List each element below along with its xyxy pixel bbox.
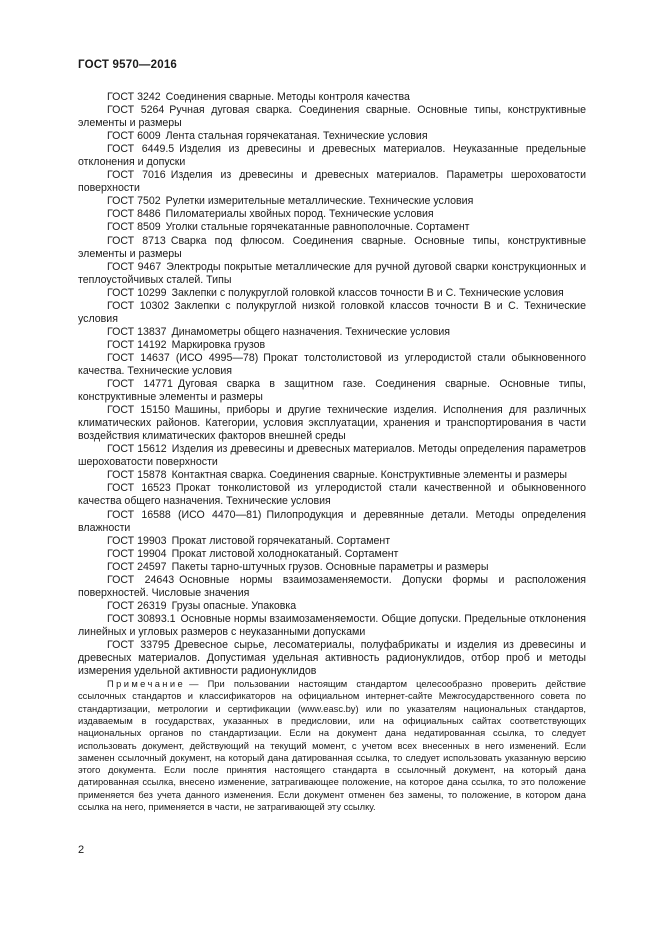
reference-title: Заклепки с полукруглой низкой головкой классов точности В и С. Технические условия <box>78 299 586 325</box>
page-number: 2 <box>78 844 85 856</box>
note-paragraph <box>78 678 586 813</box>
reference-code: ГОСТ 14637 (ИСО 4995—78) <box>107 351 259 364</box>
reference-item <box>78 574 586 600</box>
reference-code: ГОСТ 10302 <box>107 299 170 312</box>
reference-item <box>78 130 586 143</box>
reference-item <box>78 535 586 548</box>
reference-item <box>78 195 586 208</box>
reference-title: Пакеты тарно-штучных грузов. Основные параметры и размеры <box>171 560 489 573</box>
reference-item <box>78 261 586 287</box>
reference-item <box>78 221 586 234</box>
reference-title: Соединения сварные. Методы контроля качества <box>165 91 410 103</box>
reference-title: Изделия из древесины и древесных материалов. Неуказанные предельные отклонения и допуски <box>78 143 586 169</box>
reference-code: ГОСТ 15150 <box>107 404 170 417</box>
reference-code: ГОСТ 14192 <box>107 338 167 351</box>
reference-code: ГОСТ 16523 <box>107 482 171 495</box>
reference-item <box>78 339 586 352</box>
reference-code: ГОСТ 13837 <box>107 325 167 338</box>
reference-title: Прокат тонколистовой из углеродистой стали качественной и обыкновенного качества общего назначения. Технические условия <box>78 482 586 508</box>
reference-title: Заклепки с полукруглой головкой классов точности В и С. Технические условия <box>171 286 564 299</box>
reference-item <box>78 169 586 195</box>
reference-item <box>78 352 586 378</box>
reference-item <box>78 378 586 404</box>
reference-code: ГОСТ 15612 <box>107 443 167 456</box>
reference-title: Прокат листовой горячекатаный. Сортамент <box>171 534 391 547</box>
reference-title: Прокат листовой холоднокатаный. Сортамент <box>171 547 399 560</box>
reference-title: Пиломатериалы хвойных пород. Технические условия <box>165 208 434 221</box>
reference-item <box>78 326 586 339</box>
reference-title: Основные нормы взаимозаменяемости. Допуски формы и расположения поверхностей. Числовые значения <box>78 573 586 599</box>
reference-item <box>78 482 586 508</box>
reference-item <box>78 235 586 261</box>
reference-item <box>78 561 586 574</box>
normative-references <box>78 91 586 813</box>
reference-code: ГОСТ 26319 <box>107 599 167 612</box>
note-label: Примечание <box>107 679 186 690</box>
reference-title: Прокат толстолистовой из углеродистой стали обыкновенного качества. Технические условия <box>78 351 586 377</box>
reference-title: Ручная дуговая сварка. Соединения сварные. Основные типы, конструктивные элементы и размеры <box>78 104 586 130</box>
reference-item <box>78 469 586 482</box>
reference-title: Маркировка грузов <box>171 338 266 351</box>
reference-code: ГОСТ 14771 <box>107 378 173 391</box>
reference-code: ГОСТ 8486 <box>107 208 161 221</box>
reference-code: ГОСТ 7502 <box>107 195 161 208</box>
reference-code: ГОСТ 19904 <box>107 547 167 560</box>
reference-item <box>78 509 586 535</box>
reference-code: ГОСТ 24643 <box>107 573 175 586</box>
reference-title: Изделия из древесины и древесных материалов. Параметры шероховатости поверхности <box>78 169 586 195</box>
reference-code: ГОСТ 15878 <box>107 469 167 482</box>
reference-item <box>78 404 586 443</box>
reference-title: Изделия из древесины и древесных материалов. Методы определения параметров шероховатости поверхности <box>78 443 586 469</box>
note-text: — При пользовании настоящим стандартом целесообразно проверить действие ссылочных стандартов и классификаторов на официальном интернет-сайте Межгосударственного совета по стандартизации, метрологии и сертификации (www.easc.by) или по указателям национальных стандартов, издаваемым в государствах, указанных в предисловии, или на официальных сайтах соответствующих национальных органов по стандартизации. Если на документ дана недатированная ссылка, то следует использовать документ, действующий на текущий момент, с учетом всех внесенных в него изменений. Если заменен ссылочный документ, на который дана датированная ссылка, то следует использовать указанную версию этого документа. Если после принятия настоящего стандарта в ссылочный документ, на который дана датированная ссылка, внесено изменение, затрагивающее положение, на которое дана ссылка, то это положение применяется без учета данного изменения. Если документ отменен без замены, то положение, в котором дана ссылка на него, применяется в части, не затрагивающей эту ссылку. <box>78 679 586 813</box>
document-header: ГОСТ 9570—2016 <box>78 59 178 71</box>
reference-code: ГОСТ 16588 (ИСО 4470—81) <box>107 508 262 521</box>
reference-item <box>78 143 586 169</box>
reference-code: ГОСТ 8509 <box>107 221 161 234</box>
reference-item <box>78 91 586 104</box>
reference-title: Сварка под флюсом. Соединения сварные. Основные типы, конструктивные элементы и размеры <box>78 234 586 260</box>
reference-code: ГОСТ 19903 <box>107 534 167 547</box>
reference-title: Дуговая сварка в защитном газе. Соединения сварные. Основные типы, конструктивные элементы и размеры <box>78 378 586 404</box>
reference-code: ГОСТ 9467 <box>107 260 162 273</box>
reference-item <box>78 287 586 300</box>
reference-item <box>78 104 586 130</box>
reference-title: Основные нормы взаимозаменяемости. Общие допуски. Предельные отклонения линейных и угловых размеров с неуказанными допусками <box>78 612 586 638</box>
reference-item <box>78 600 586 613</box>
reference-code: ГОСТ 6009 <box>107 130 161 143</box>
reference-title: Уголки стальные горячекатанные равнополочные. Сортамент <box>165 221 470 234</box>
reference-item <box>78 548 586 561</box>
reference-title: Машины, приборы и другие технические изделия. Исполнения для различных климатических районов. Категории, условия эксплуатации, хранения и транспортирования в части воздействия климатических факторов внешней среды <box>78 404 586 443</box>
reference-item <box>78 613 586 639</box>
reference-code: ГОСТ 10299 <box>107 286 167 299</box>
reference-title: Контактная сварка. Соединения сварные. Конструктивные элементы и размеры <box>171 469 568 482</box>
reference-code: ГОСТ 33795 <box>107 638 170 651</box>
reference-title: Рулетки измерительные металлические. Технические условия <box>165 195 474 208</box>
reference-code: ГОСТ 8713 <box>107 234 166 247</box>
reference-title: Грузы опасные. Упаковка <box>171 599 297 612</box>
reference-code: ГОСТ 7016 <box>107 169 166 182</box>
reference-title: Электроды покрытые металлические для ручной дуговой сварки конструкционных и теплоустойчивых сталей. Типы <box>78 260 586 286</box>
reference-code: ГОСТ 30893.1 <box>107 612 176 625</box>
reference-item <box>78 639 586 678</box>
reference-item <box>78 443 586 469</box>
reference-code: ГОСТ 24597 <box>107 560 167 573</box>
reference-title: Пилопродукция и деревянные детали. Методы определения влажности <box>78 508 586 534</box>
reference-title: Лента стальная горячекатаная. Технические условия <box>165 130 428 143</box>
reference-code: ГОСТ 5264 <box>107 104 165 117</box>
reference-code: ГОСТ 3242 <box>107 91 161 103</box>
reference-item <box>78 208 586 221</box>
reference-code: ГОСТ 6449.5 <box>107 143 175 156</box>
reference-title: Динамометры общего назначения. Технические условия <box>171 325 451 338</box>
reference-title: Древесное сырье, лесоматериалы, полуфабрикаты и изделия из древесины и древесных материалов. Допустимая удельная активность радионуклидов, отбор проб и методы измерения удельной активности радионуклидов <box>78 638 586 678</box>
reference-item <box>78 300 586 326</box>
